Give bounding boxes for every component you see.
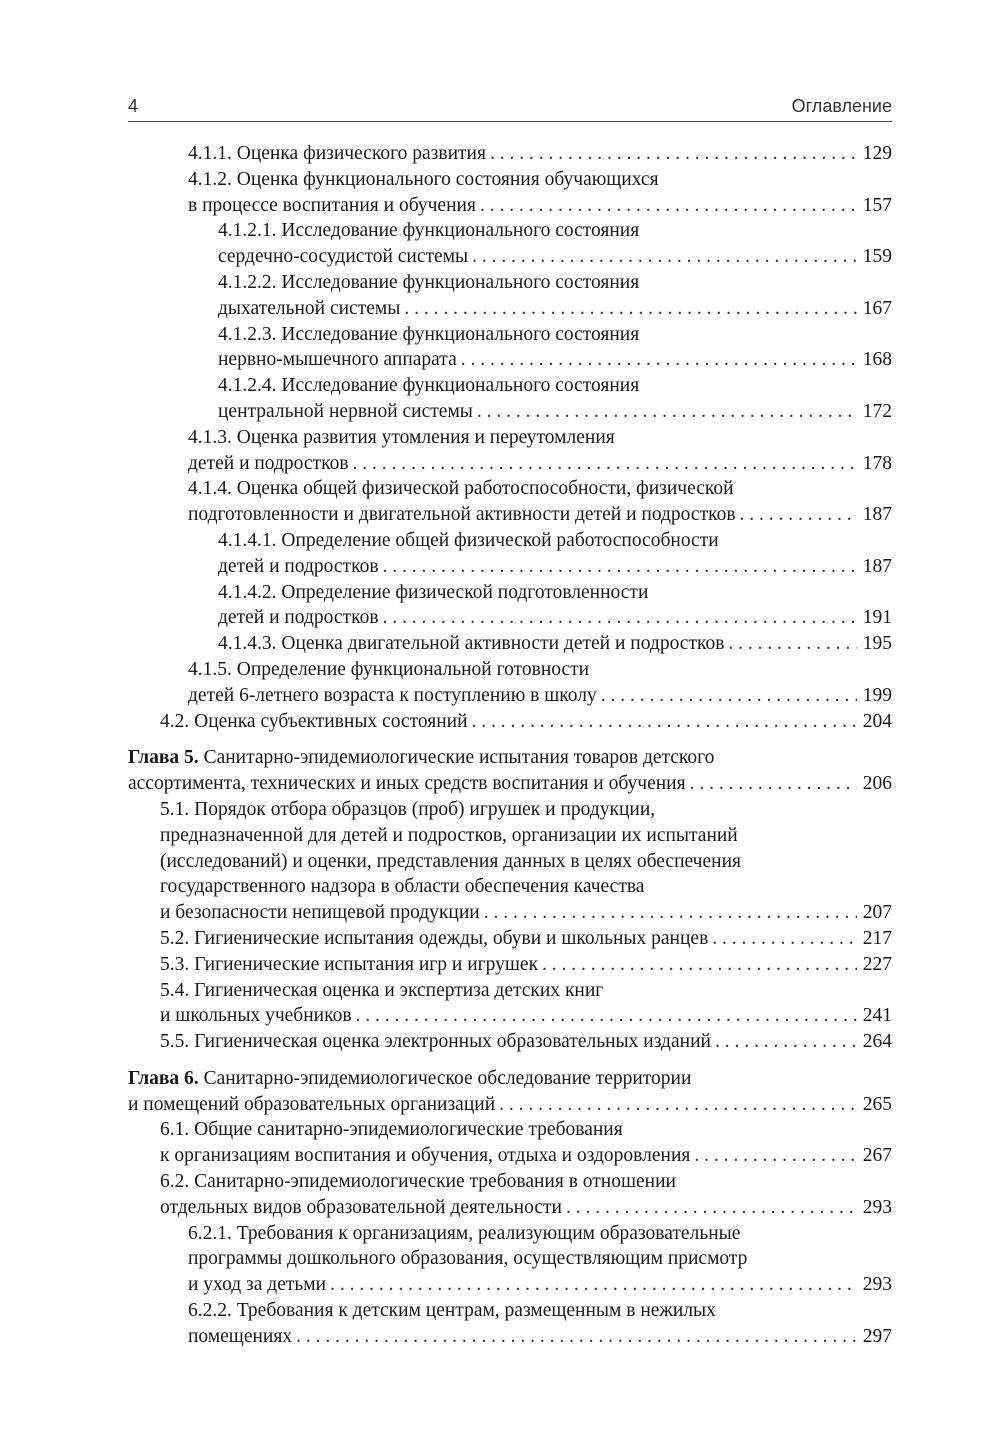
dot-leader <box>468 244 857 270</box>
toc-entry-6-2-1[interactable]: 6.2.1. Требования к организациям, реализующим образовательные программы дошкольного образования, осуществляющим присмотр и уход за детьми . . . 293 <box>128 1221 892 1298</box>
toc-entry-4-1-4-1[interactable]: 4.1.4.1. Определение общей физической работоспособности детей и подростков . . . 187 <box>128 528 892 580</box>
page-number: 4 <box>128 96 139 116</box>
dot-leader <box>349 451 857 477</box>
chapter-label: Глава 6. <box>128 1067 199 1089</box>
toc-entry-5-5[interactable]: 5.5. Гигиеническая оценка электронных образовательных изданий . . . 264 <box>128 1029 892 1055</box>
toc-page-number: 157 <box>862 194 892 216</box>
dot-leader <box>400 296 856 322</box>
table-of-contents <box>128 141 892 1350</box>
dot-leader <box>495 1092 857 1118</box>
toc-page-number: 187 <box>862 555 892 577</box>
toc-entry-6-2[interactable]: 6.2. Санитарно-эпидемиологические требования в отношении отдельных видов образовательной деятельности . . . 293 <box>128 1169 892 1221</box>
dot-leader <box>736 502 857 528</box>
toc-page-number: 168 <box>862 349 892 371</box>
dot-leader <box>538 952 857 978</box>
toc-entry-6-2-2[interactable]: 6.2.2. Требования к детским центрам, размещенным в нежилых помещениях . . . 297 <box>128 1298 892 1350</box>
toc-page-number: 293 <box>862 1196 892 1218</box>
toc-entry-5-1[interactable]: 5.1. Порядок отбора образцов (проб) игрушек и продукции, предназначенной для детей и подростков, организации их испытаний (исследований) и оценки, представления данных в целях обеспечения государственного надзора в области обеспечения качества и безопасности непищевой продукции . . . 207 <box>128 797 892 926</box>
toc-page-number: 241 <box>862 1005 892 1027</box>
toc-entry-4-2[interactable]: 4.2. Оценка субъективных состояний . . . 204 <box>128 709 892 735</box>
toc-page-number: 207 <box>862 902 892 924</box>
dot-leader <box>352 1003 857 1029</box>
dot-leader <box>711 1029 857 1055</box>
toc-entry-4-1-4-2[interactable]: 4.1.4.2. Определение физической подготовленности детей и подростков . . . 191 <box>128 580 892 632</box>
toc-page-number: 265 <box>862 1093 892 1115</box>
toc-page-number: 195 <box>862 633 892 655</box>
toc-entry-4-1-5[interactable]: 4.1.5. Определение функциональной готовности детей 6-летнего возраста к поступлению в школу . . . 199 <box>128 657 892 709</box>
toc-page-number: 199 <box>862 684 892 706</box>
toc-page-number: 267 <box>862 1145 892 1167</box>
toc-page-number: 227 <box>862 953 892 975</box>
toc-page-number: 178 <box>862 452 892 474</box>
toc-page-number: 217 <box>862 927 892 949</box>
dot-leader <box>708 926 856 952</box>
dot-leader <box>486 141 857 167</box>
dot-leader <box>292 1324 857 1350</box>
header-rule <box>128 121 892 122</box>
dot-leader <box>690 1143 856 1169</box>
dot-leader <box>597 683 857 709</box>
toc-entry-6-1[interactable]: 6.1. Общие санитарно-эпидемиологические требования к организациям воспитания и обучения, отдыха и оздоровления . . . 267 <box>128 1117 892 1169</box>
toc-page-number: 191 <box>862 607 892 629</box>
dot-leader <box>379 605 857 631</box>
dot-leader <box>473 399 857 425</box>
dot-leader <box>476 193 857 219</box>
toc-page-number: 172 <box>862 400 892 422</box>
toc-page-number: 297 <box>862 1325 892 1347</box>
toc-page-number: 187 <box>862 504 892 526</box>
dot-leader <box>562 1195 857 1221</box>
toc-page-number: 167 <box>862 297 892 319</box>
dot-leader <box>379 554 857 580</box>
toc-chapter-6[interactable]: Глава 6. Санитарно-эпидемиологическое обследование территории и помещений образовательных организаций . . . 265 <box>128 1066 892 1118</box>
toc-chapter-5[interactable]: Глава 5. Санитарно-эпидемиологические испытания товаров детского ассортимента, технических и иных средств воспитания и обучения . . . 206 <box>128 745 892 797</box>
toc-page-number: 159 <box>862 246 892 268</box>
toc-entry-4-1-2-4[interactable]: 4.1.2.4. Исследование функционального состояния центральной нервной системы . . . 172 <box>128 373 892 425</box>
toc-page-number: 206 <box>862 773 892 795</box>
dot-leader <box>457 347 857 373</box>
toc-page-number: 204 <box>862 710 892 732</box>
toc-entry-4-1-1[interactable]: 4.1.1. Оценка физического развития . . . 129 <box>128 141 892 167</box>
chapter-label: Глава 5. <box>128 747 199 769</box>
toc-entry-4-1-2-2[interactable]: 4.1.2.2. Исследование функционального состояния дыхательной системы . . . 167 <box>128 270 892 322</box>
toc-page-number: 129 <box>862 143 892 164</box>
toc-entry-5-3[interactable]: 5.3. Гигиенические испытания игр и игрушек . . . 227 <box>128 952 892 978</box>
toc-entry-4-1-2-1[interactable]: 4.1.2.1. Исследование функционального состояния сердечно-сосудистой системы . . . 159 <box>128 218 892 270</box>
toc-entry-4-1-2[interactable]: 4.1.2. Оценка функционального состояния обучающихся в процессе воспитания и обучения . . . 157 <box>128 167 892 219</box>
dot-leader <box>468 709 857 735</box>
toc-entry-5-2[interactable]: 5.2. Гигиенические испытания одежды, обуви и школьных ранцев . . . 217 <box>128 926 892 952</box>
running-header-title: Оглавление <box>791 96 892 116</box>
toc-entry-4-1-2-3[interactable]: 4.1.2.3. Исследование функционального состояния нервно-мышечного аппарата . . . 168 <box>128 322 892 374</box>
toc-entry-4-1-4[interactable]: 4.1.4. Оценка общей физической работоспособности, физической подготовленности и двигательной активности детей и подростков . . . 187 <box>128 476 892 528</box>
dot-leader <box>326 1272 857 1298</box>
toc-page-number: 264 <box>862 1031 892 1053</box>
toc-page-number: 293 <box>862 1274 892 1296</box>
dot-leader <box>686 771 857 797</box>
toc-entry-4-1-4-3[interactable]: 4.1.4.3. Оценка двигательной активности детей и подростков . . . 195 <box>128 631 892 657</box>
dot-leader <box>724 631 856 657</box>
toc-entry-4-1-3[interactable]: 4.1.3. Оценка развития утомления и переутомления детей и подростков . . . 178 <box>128 425 892 477</box>
toc-entry-5-4[interactable]: 5.4. Гигиеническая оценка и экспертиза детских книг и школьных учебников . . . 241 <box>128 978 892 1030</box>
dot-leader <box>480 900 857 926</box>
